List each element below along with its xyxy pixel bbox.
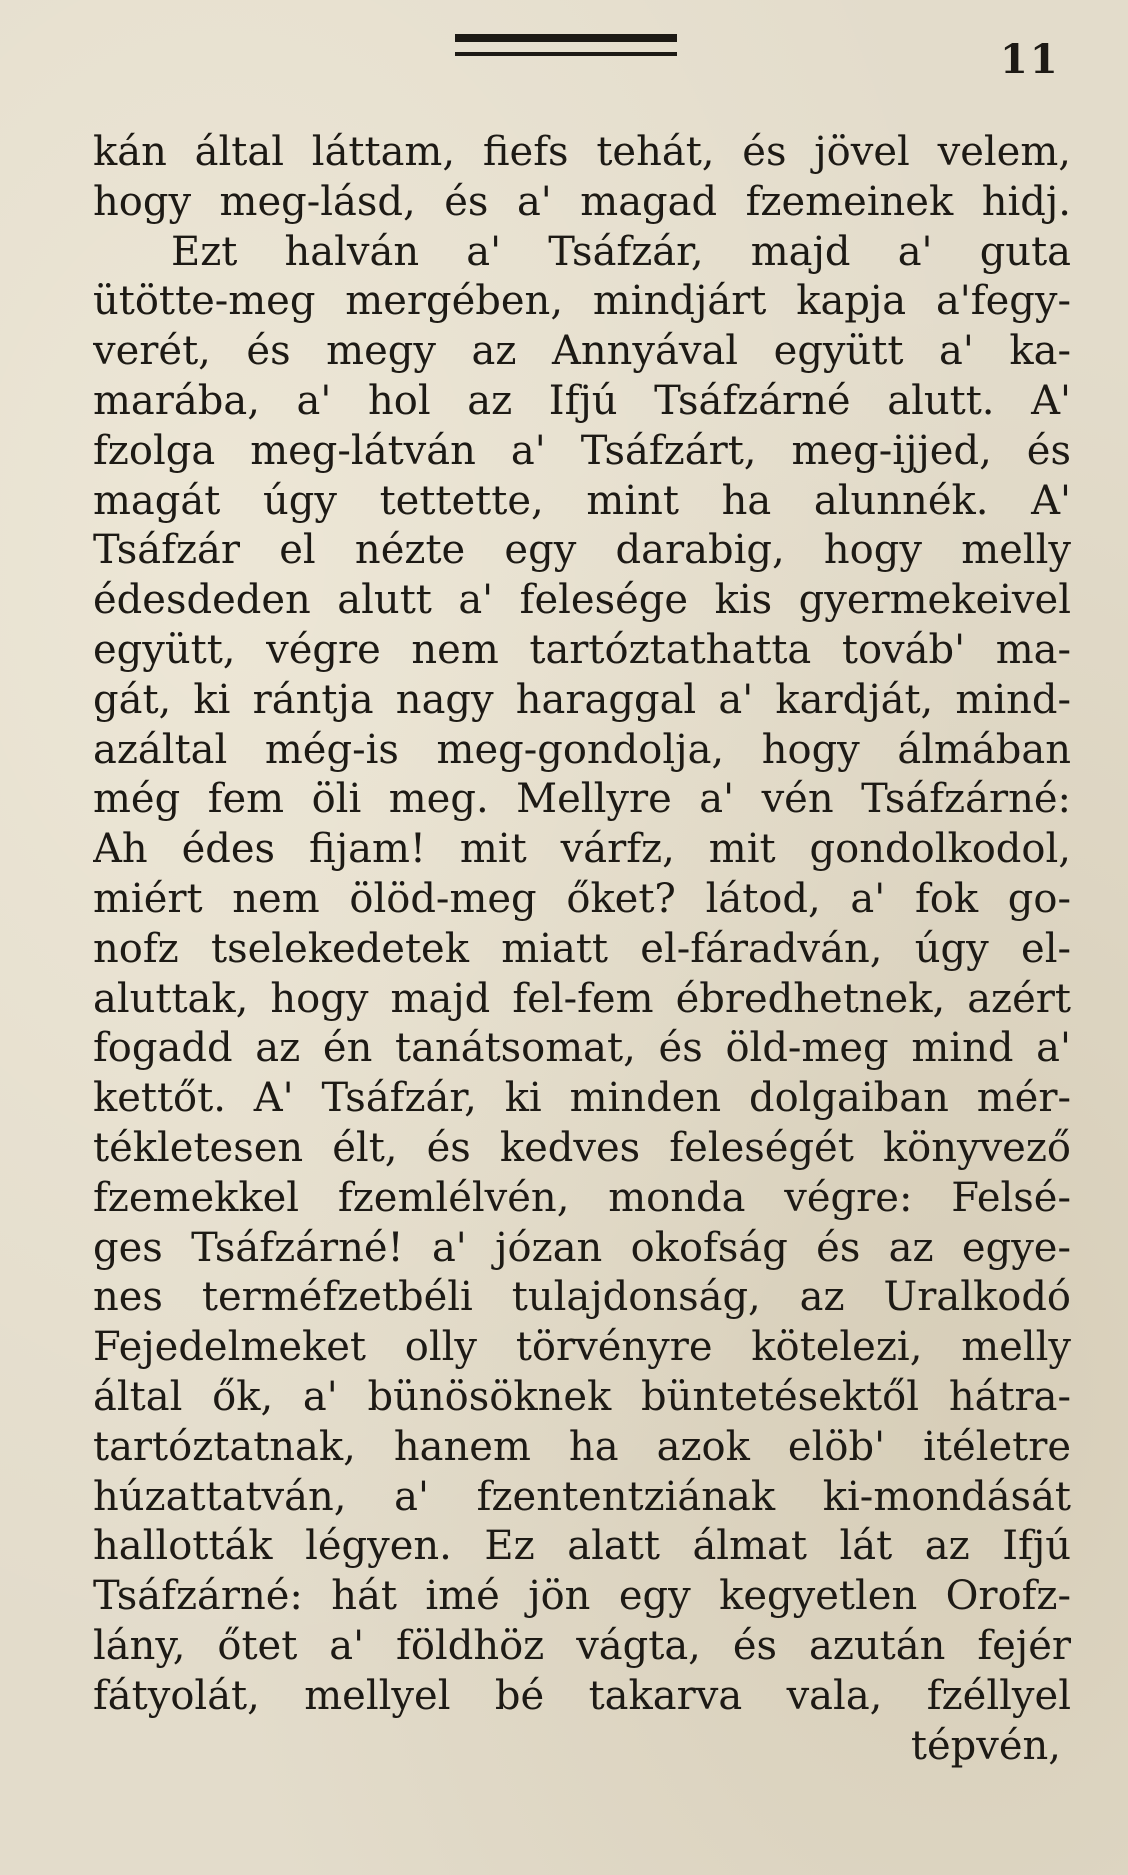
text-line: hallották légyen. Ez alatt álmat lát az Ifjú [93,1523,1071,1570]
text-line: kettőt. A' Tsáfzár, ki minden dolgaiban mér- [93,1075,1071,1122]
text-line: még fem öli meg. Mellyre a' vén Tsáfzárné: [93,776,1071,823]
text-line: kán által láttam, fiefs tehát, és jövel velem, [93,129,1071,175]
text-line: együtt, végre nem tartóztathatta továb' ma- [93,626,1071,673]
text-line: gát, ki rántja nagy haraggal a' kardját, mind- [93,676,1071,723]
text-line: ges Tsáfzárné! a' józan okofság és az egye- [93,1224,1071,1271]
text-line: édesdeden alutt a' felesége kis gyermekeivel [93,577,1071,624]
text-line: verét, és megy az Annyával együtt a' ka- [93,328,1071,375]
text-line: által ők, a' bünösöknek büntetésektől hátra- [93,1373,1071,1420]
text-line: hogy meg-lásd, és a' magad fzemeinek hidj. [93,178,1071,225]
text-line: marába, a' hol az Ifjú Tsáfzárné alutt. A' [93,377,1071,424]
text-line: magát úgy tettette, mint ha alunnék. A' [93,477,1071,524]
text-line: tartóztatnak, hanem ha azok elöb' itéletre [93,1423,1071,1470]
text-line: tékletesen élt, és kedves feleségét könyvező [93,1124,1071,1171]
text-line: fzemekkel fzemlélvén, monda végre: Felsé- [93,1174,1071,1221]
text-line: miért nem ölöd-meg őket? látod, a' fok go- [93,875,1071,922]
body-text [93,128,1071,1771]
text-line: fzolga meg-látván a' Tsáfzárt, meg-ijjed, és [93,427,1071,474]
text-line: lány, őtet a' földhöz vágta, és azután fejér [93,1622,1071,1669]
text-line: fátyolát, mellyel bé takarva vala, fzéllyel [93,1672,1071,1719]
text-line: Tsáfzárné: hát imé jön egy kegyetlen Orofz- [93,1573,1071,1620]
text-line: nofz tselekedetek miatt el-fáradván, úgy el- [93,925,1071,972]
header-rule [455,34,677,56]
text-line: húzattatván, a' fzententziának ki-mondását [93,1473,1071,1520]
page-number: 11 [1000,36,1060,83]
text-line: Tsáfzár el nézte egy darabig, hogy melly [93,527,1071,574]
text-line: nes terméfzetbéli tulajdonság, az Uralkodó [93,1274,1071,1321]
text-line: azáltal még-is meg-gondolja, hogy álmában [93,726,1071,773]
text-line: Ezt halván a' Tsáfzár, majd a' guta [171,228,1071,275]
catchword: tépvén, [910,1722,1061,1769]
text-line: Ah édes fijam! mit várfz, mit gondolkodol, [93,826,1071,873]
text-line: aluttak, hogy majd fel-fem ébredhetnek, azért [93,975,1071,1022]
text-line: ütötte-meg mergében, mindjárt kapja a'fegy- [93,278,1071,325]
text-line: fogadd az én tanátsomat, és öld-meg mind a' [93,1025,1071,1072]
text-line: Fejedelmeket olly törvényre kötelezi, melly [93,1324,1071,1371]
